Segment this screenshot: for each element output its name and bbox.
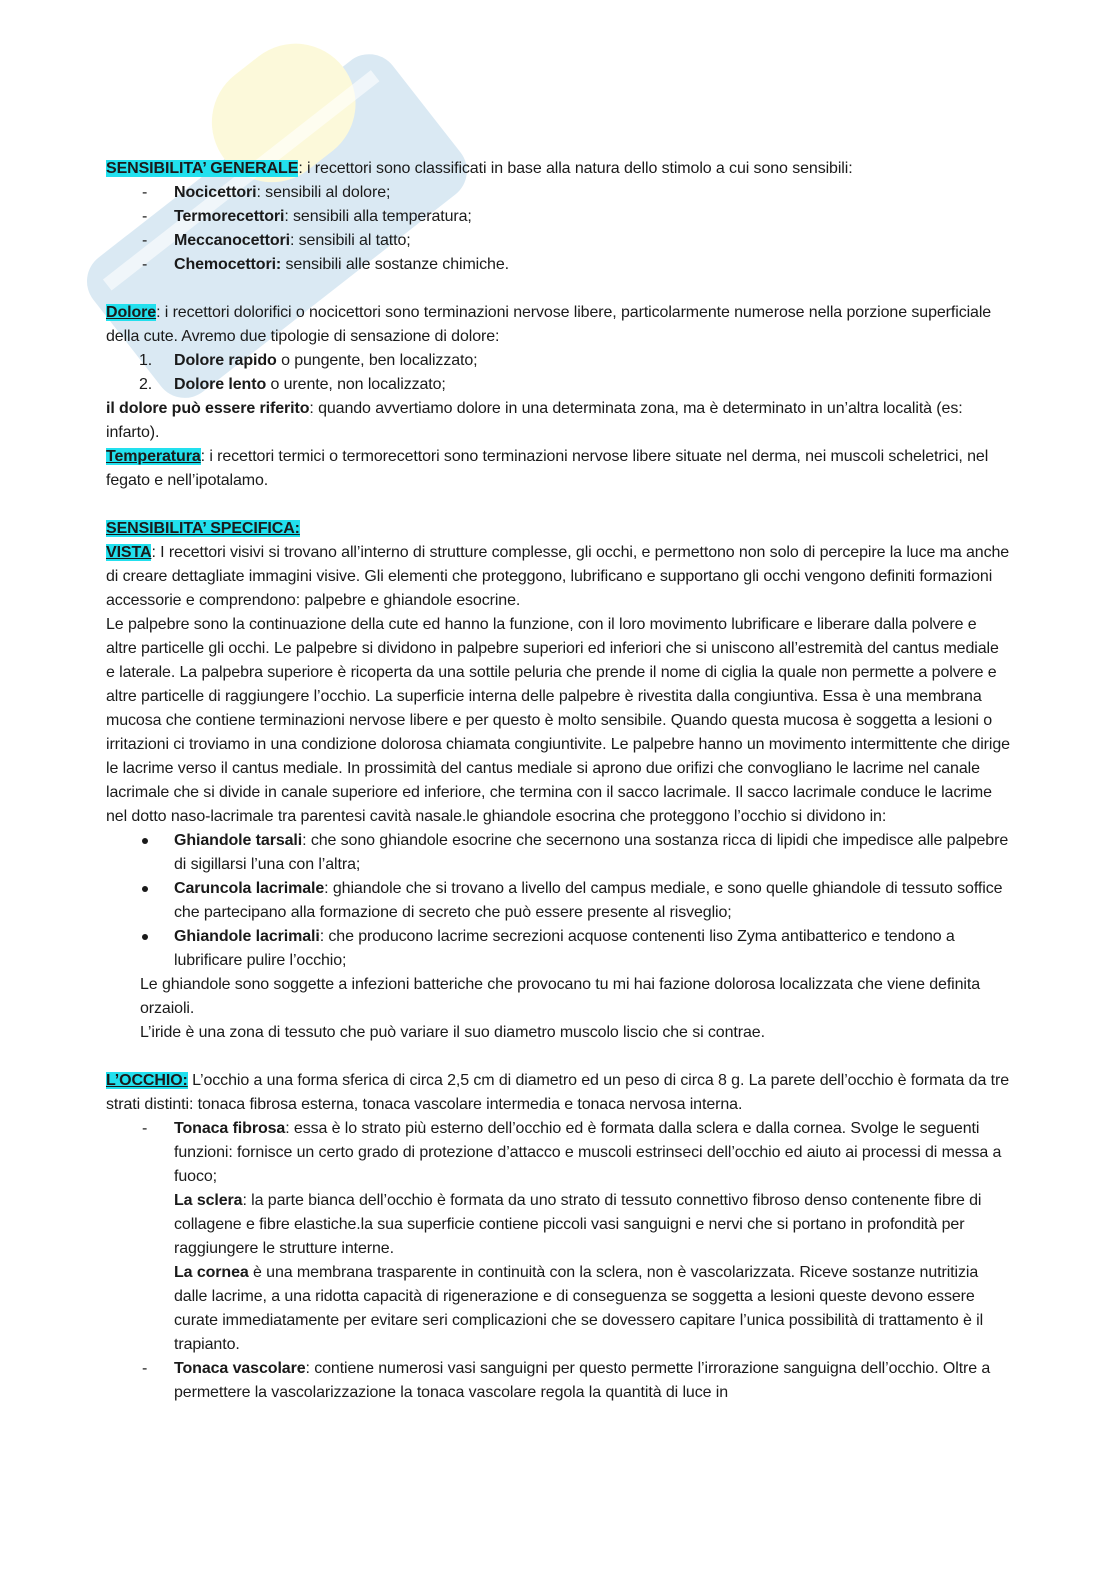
- eye-paragraph: L’OCCHIO: L’occhio a una forma sferica di circa 2,5 cm di diametro ed un peso di circa 8 g. La parete dell’occhio è formata da tre strati distinti: tonaca fibrosa esterna, tonaca vascolare intermedia e tonaca nervosa interna.: [106, 1072, 1009, 1113]
- document-page: [106, 157, 1011, 1405]
- eye-layers-list: [106, 1117, 1011, 1405]
- heading-eye: L’OCCHIO:: [106, 1072, 188, 1089]
- infections-paragraph: Le ghiandole sono soggette a infezioni batteriche che provocano tu mi hai fazione dolorosa localizzata che viene definita orzaioli.: [140, 976, 981, 1017]
- referred-pain-paragraph: il dolore può essere riferito: quando avvertiamo dolore in una determinata zona, ma è determinato in un’altra località (es: infarto).: [106, 400, 963, 441]
- pain-paragraph: Dolore: i recettori dolorifici o nocicettori sono terminazioni nervose libere, particolarmente numerose nella porzione superficiale della cute. Avremo due tipologie di sensazione di dolore:: [106, 304, 992, 345]
- list-item: - Chemocettori: sensibili alle sostanze chimiche.: [106, 253, 1011, 277]
- heading-general-sensitivity: SENSIBILITA’ GENERALE: [106, 160, 299, 177]
- heading-specific-sensitivity: SENSIBILITA’ SPECIFICA:: [106, 520, 300, 537]
- heading-pain: Dolore: [106, 304, 157, 321]
- list-item: 1. Dolore rapido o pungente, ben localizzato;: [139, 352, 478, 369]
- heading-temperature: Temperatura: [106, 448, 201, 465]
- pain-types-list: [106, 349, 1011, 397]
- list-item: Caruncola lacrimale: ghiandole che si trovano a livello del campus mediale, e sono quelle ghiandole di tessuto soffice che partecipano alla formazione di secreto che può essere presente al risveglio;: [106, 877, 1011, 925]
- list-item: - Nocicettori: sensibili al dolore;: [106, 181, 1011, 205]
- list-item: 2. Dolore lento o urente, non localizzato;: [139, 376, 446, 393]
- heading-vision: VISTA: [106, 544, 152, 561]
- list-item: Ghiandole tarsali: che sono ghiandole esocrine che secernono una sostanza ricca di lipidi che impedisce alle palpebre di sigillarsi l’una con l’altra;: [106, 829, 1011, 877]
- list-item: - Termorecettori: sensibili alla temperatura;: [106, 205, 1011, 229]
- iris-paragraph: L’iride è una zona di tessuto che può variare il suo diametro muscolo liscio che si contrae.: [140, 1024, 765, 1041]
- glands-list: [106, 829, 1011, 973]
- general-sensitivity-intro: SENSIBILITA’ GENERALE: i recettori sono classificati in base alla natura dello stimolo a cui sono sensibili:: [106, 160, 853, 177]
- receptor-list: [106, 181, 1011, 277]
- list-item: Ghiandole lacrimali: che producono lacrime secrezioni acquose contenenti liso Zyma antibatterico e tendono a lubrificare pulire l’occhio;: [106, 925, 1011, 973]
- list-item: - Tonaca vascolare: contiene numerosi vasi sanguigni per questo permette l’irrorazione sanguigna dell’occhio. Oltre a permettere la vascolarizzazione la tonaca vascolare regola la quantità di luce in: [106, 1357, 1011, 1405]
- vision-paragraph: VISTA: I recettori visivi si trovano all’interno di strutture complesse, gli occhi, e permettono non solo di percepire la luce ma anche di creare dettagliate immagini visive. Gli elementi che proteggono, lubrificano e supportano gli occhi vengono definiti formazioni accessorie e comprendono: palpebre e ghiandole esocrine.: [106, 544, 1010, 609]
- temperature-paragraph: Temperatura: i recettori termici o termorecettori sono terminazioni nervose libere situate nel derma, nei muscoli scheletrici, nel fegato e nell’ipotalamo.: [106, 448, 989, 489]
- specific-sensitivity-heading-line: [106, 517, 1011, 541]
- list-item: - Meccanocettori: sensibili al tatto;: [106, 229, 1011, 253]
- list-item: - Tonaca fibrosa: essa è lo strato più esterno dell’occhio ed è formata dalla sclera e dalla cornea. Svolge le seguenti funzioni: fornisce un certo grado di protezione d’attacco e muscoli estrinseci dell’occhio ed aiuto ai processi di messa a fuoco; La sclera: la parte bianca dell’occhio è formata da uno strato di tessuto connettivo fibroso denso contenente fibre di collagene e fibre elastiche.la sua superficie contiene piccoli vasi sanguigni e nervi che si portano in profondità per raggiungere le strutture interne. La cornea è una membrana trasparente in continuità con la sclera, non è vascolarizzata. Riceve sostanze nutritizia dalle lacrime, a una ridotta capacità di rigenerazione e di conseguenza se soggetta a lesioni queste devono essere curate immediatamente per evitare seri complicazioni che se dovessero capitare l’unica possibilità di trattamento è il trapianto.: [106, 1117, 1011, 1357]
- eyelids-paragraph: Le palpebre sono la continuazione della cute ed hanno la funzione, con il loro movimento lubrificare e liberare dalla polvere e altre particelle gli occhi. Le palpebre si dividono in palpebre superiori ed inferiori che si uniscono all’estremità del cantus mediale e laterale. La palpebra superiore è ricoperta da una sottile peluria che prende il nome di ciglia la quale non permette a polvere e altre particelle di raggiungere l’occhio. La superficie interna delle palpebre è rivestita dalla congiuntiva. Essa è una membrana mucosa che contiene terminazioni nervose libere e per questo è molto sensibile. Quando questa mucosa è soggetta a lesioni o irritazioni ci troviamo in una condizione dolorosa chiamata congiuntivite. Le palpebre hanno un movimento intermittente che dirige le lacrime verso il cantus mediale. In prossimità del cantus mediale si aprono due orifizi che convogliano le lacrime nel canale lacrimale che si divide in canale superiore ed inferiore, che termina con il sacco lacrimale. Il sacco lacrimale conduce le lacrime nel dotto naso-lacrimale tra parentesi cavità nasale.le ghiandole esocrina che proteggono l’occhio si dividono in:: [106, 616, 1010, 825]
